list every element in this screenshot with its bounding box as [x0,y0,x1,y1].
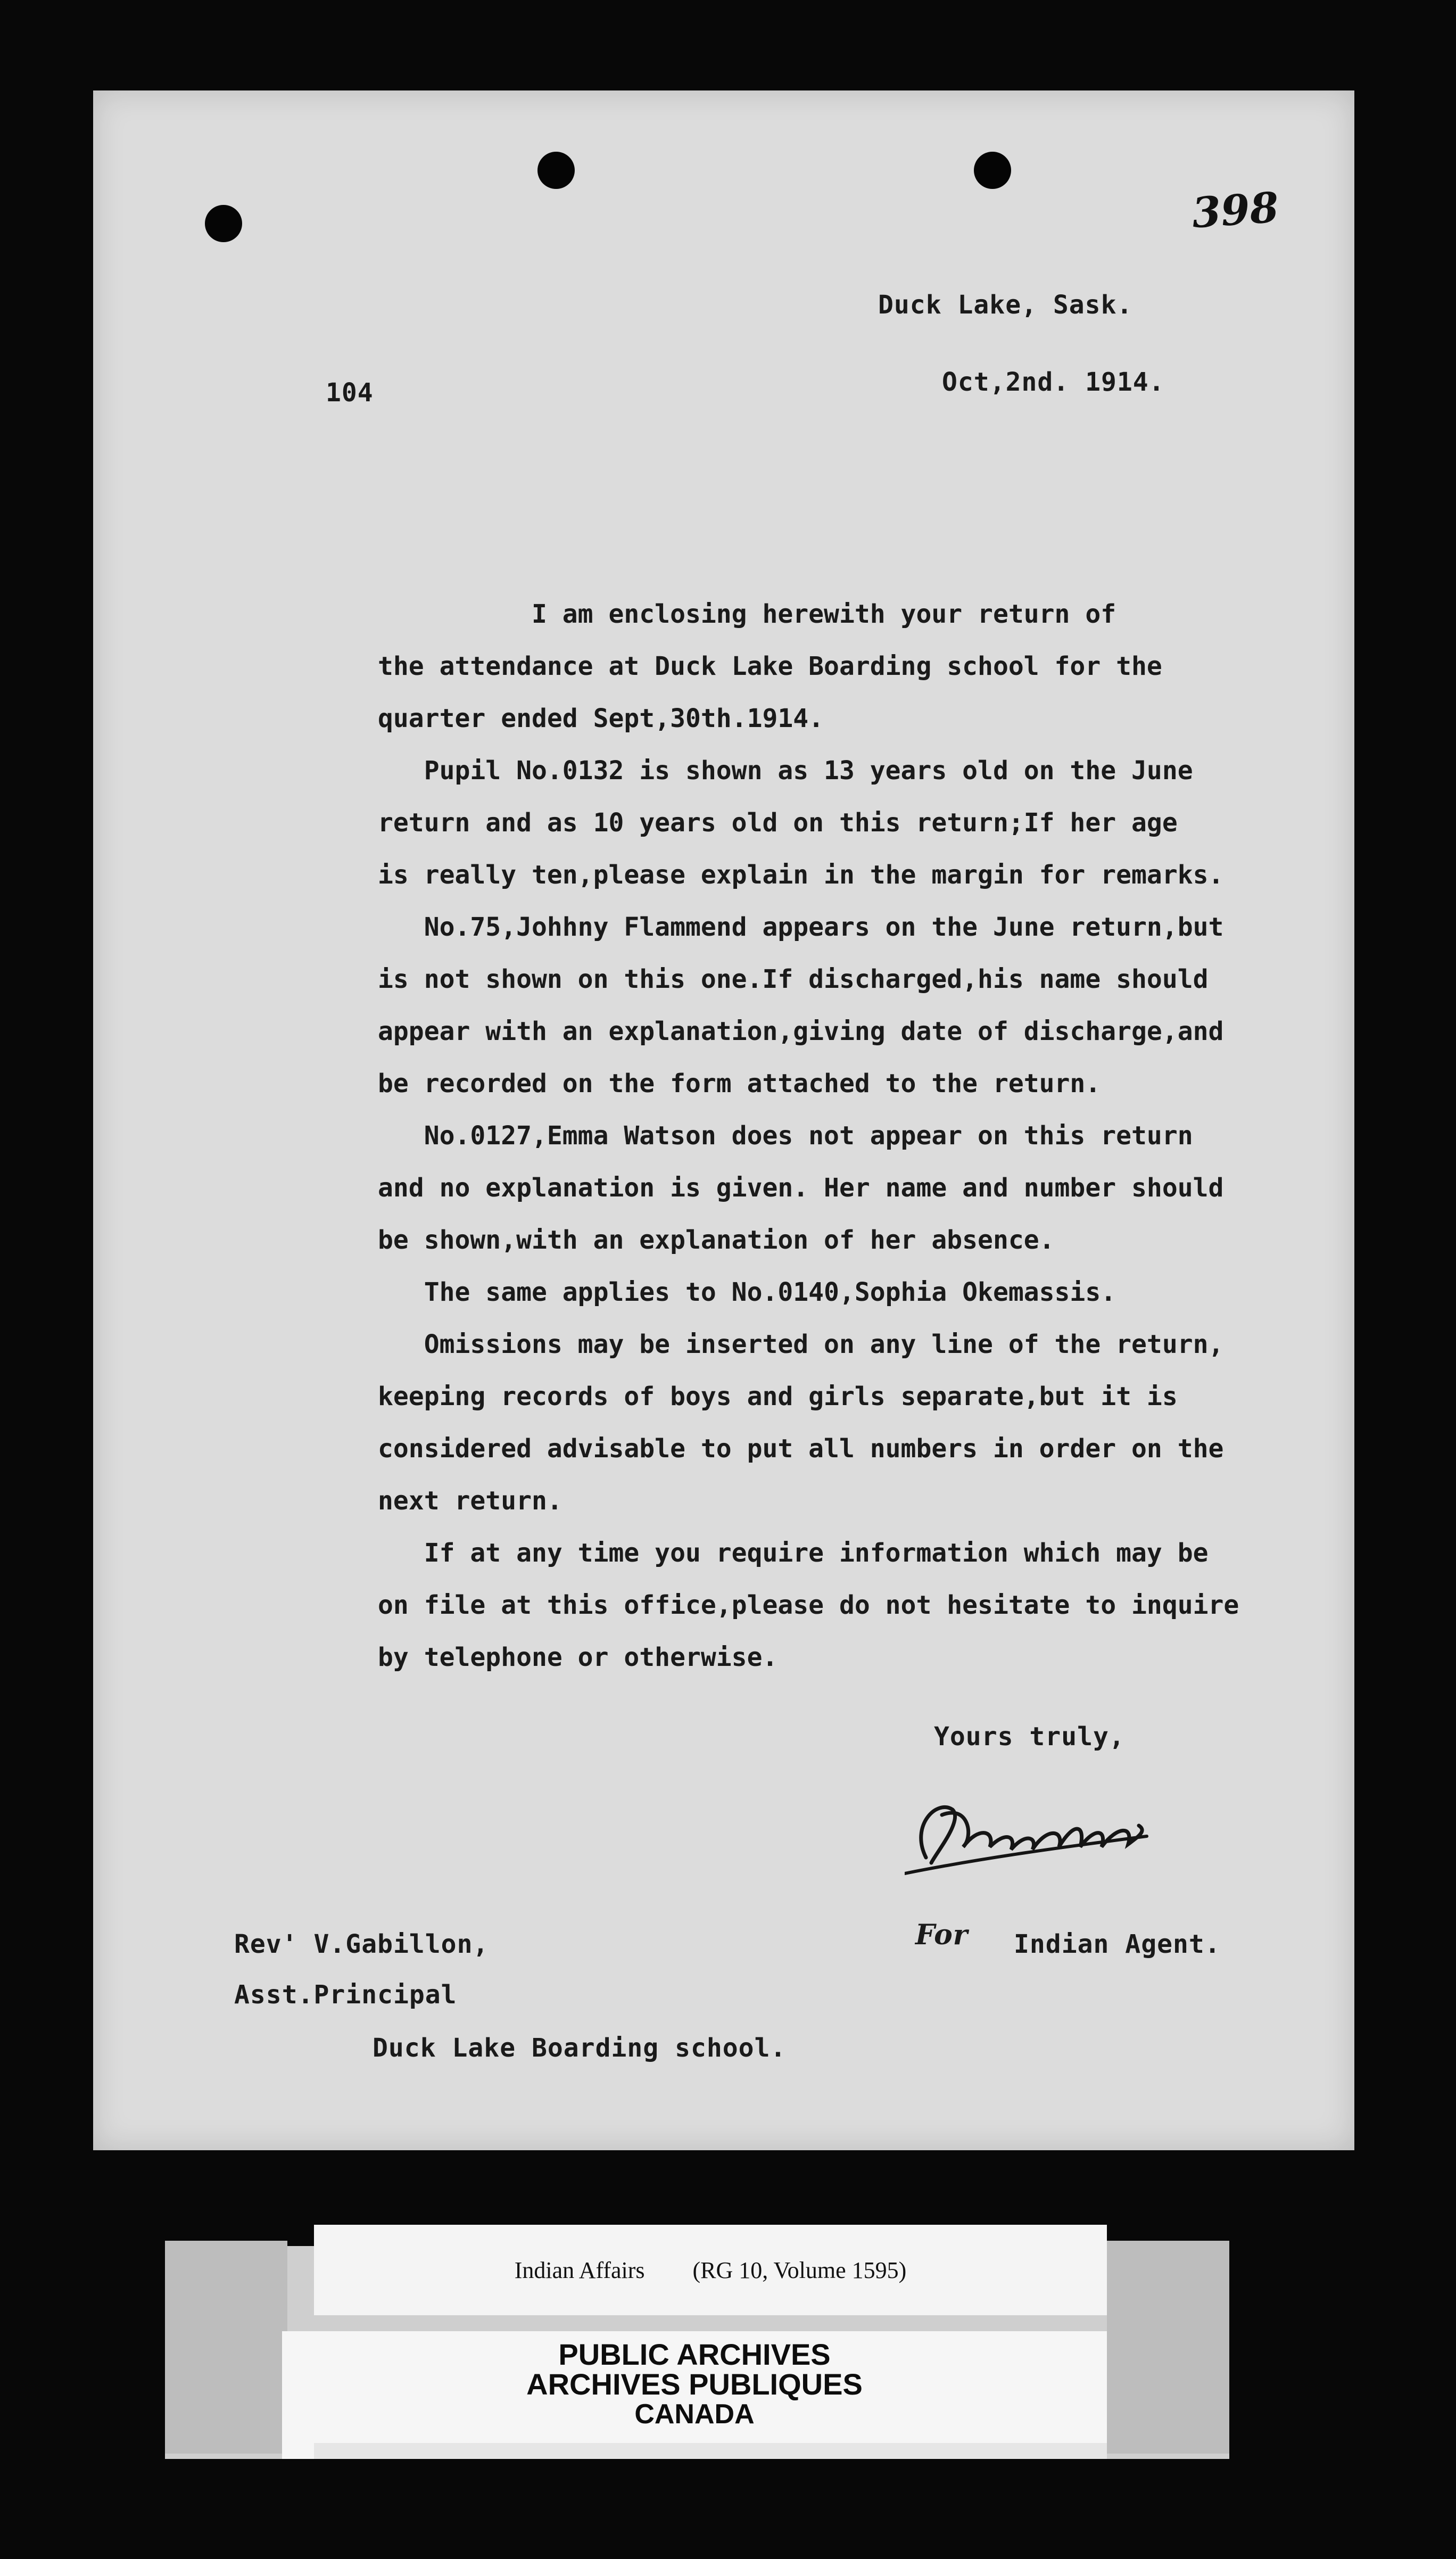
archive-stamp [282,2331,1107,2459]
recipient-name: Rev' V.Gabillon, [234,1929,489,1959]
archive-reference-label [314,2225,1107,2315]
archive-stamp-line: CANADA [634,2399,755,2430]
recipient-title: Asst.Principal [234,1980,457,2010]
punch-hole [205,205,242,242]
letter-place: Duck Lake, Sask. [878,290,1133,320]
folio-number: 398 [1190,183,1280,238]
body-line: is really ten,please explain in the margin for remarks. [378,860,1224,890]
letter-body [378,588,1283,1683]
body-line: quarter ended Sept,30th.1914. [378,704,824,733]
archive-stamp-line: PUBLIC ARCHIVES [558,2338,831,2371]
body-line: is not shown on this one.If discharged,his name should [378,964,1209,994]
sheet-number: 104 [326,378,374,408]
label-edge [314,2443,1107,2459]
body-line: keeping records of boys and girls separate,but it is [378,1382,1178,1411]
body-line: considered advisable to put all numbers in order on the [378,1434,1224,1464]
handwritten-signature [905,1794,1149,1879]
body-line: No.75,Johhny Flammend appears on the June return,but [378,912,1224,942]
body-line: No.0127,Emma Watson does not appear on this return [378,1121,1193,1151]
punch-hole [974,152,1011,189]
body-line: Pupil No.0132 is shown as 13 years old on the June [378,756,1193,786]
signature-for: For [915,1919,969,1951]
archive-series: Indian Affairs [514,2257,645,2283]
body-line: be shown,with an explanation of her absence. [378,1225,1055,1255]
body-line: return and as 10 years old on this return;If her age [378,808,1178,838]
body-line: next return. [378,1486,562,1516]
tape-piece [1107,2241,1229,2454]
closing: Yours truly, [934,1722,1125,1752]
body-line: be recorded on the form attached to the return. [378,1069,1101,1099]
body-line: by telephone or otherwise. [378,1642,778,1672]
punch-hole [537,152,575,189]
signatory-title: Indian Agent. [1014,1929,1221,1959]
letter-date: Oct,2nd. 1914. [942,367,1165,397]
archive-reference: (RG 10, Volume 1595) [692,2257,907,2283]
body-line: the attendance at Duck Lake Boarding school for the [378,651,1162,681]
body-line: on file at this office,please do not hesitate to inquire [378,1590,1239,1620]
body-line: and no explanation is given. Her name and number should [378,1173,1224,1203]
body-line: I am enclosing herewith your return of [378,599,1116,629]
body-line: The same applies to No.0140,Sophia Okemassis. [378,1277,1116,1307]
recipient-institution: Duck Lake Boarding school. [373,2033,787,2063]
body-line: appear with an explanation,giving date of discharge,and [378,1017,1224,1046]
body-line: Omissions may be inserted on any line of the return, [378,1330,1224,1359]
archive-stamp-line: ARCHIVES PUBLIQUES [526,2367,863,2401]
tape-piece [165,2241,287,2454]
body-line: If at any time you require information which may be [378,1538,1209,1568]
